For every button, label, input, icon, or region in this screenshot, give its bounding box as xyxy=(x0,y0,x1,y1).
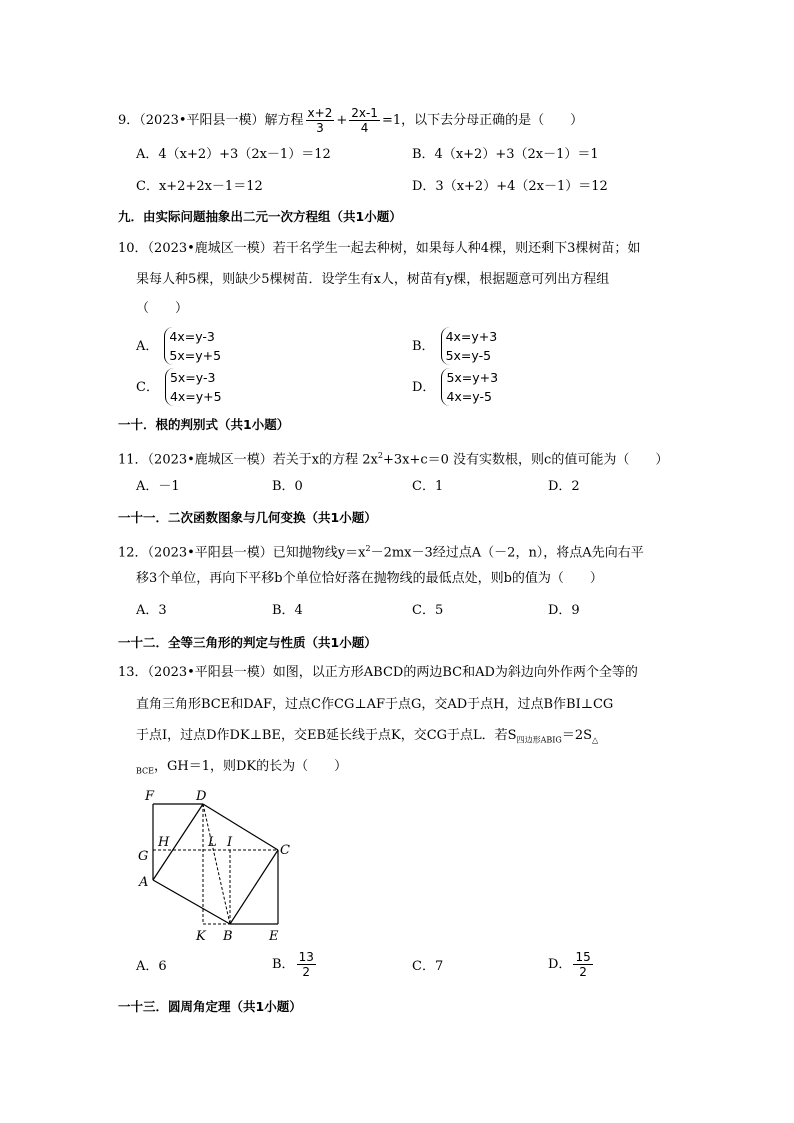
q12-option-c[interactable]: C．5 xyxy=(412,603,444,618)
q10-option-b-label: B． xyxy=(412,338,435,354)
q9-option-a[interactable]: A．4（x+2）+3（2x－1）＝12 xyxy=(136,147,331,162)
q10-b-eq2: 5x=y-5 xyxy=(445,348,492,363)
q9-frac2-numerator: 2x-1 xyxy=(351,106,378,120)
label-C: C xyxy=(280,843,290,858)
label-F: F xyxy=(145,789,155,804)
q13-line-4-post: ，GH＝1，则DK的长为（ ） xyxy=(154,759,348,774)
segment-AB xyxy=(153,880,230,924)
q10-c-eq1: 5x=y-3 xyxy=(169,370,216,385)
q9-frac1-denominator: 3 xyxy=(316,121,324,135)
q12-option-a[interactable]: A．3 xyxy=(136,603,167,618)
q10-a-eq1: 4x=y-3 xyxy=(169,329,215,344)
label-D: D xyxy=(196,789,207,804)
label-E: E xyxy=(269,929,279,944)
q13-option-d-fraction xyxy=(573,950,592,979)
segment-DB-dashed xyxy=(203,804,230,924)
q11-option-a[interactable]: A．－1 xyxy=(136,479,180,494)
q12-line-1-post: －2mx－3经过点A（－2，n），将点A先向右平 xyxy=(370,545,644,561)
q10-option-c-label: C． xyxy=(136,379,159,395)
q9-option-b[interactable]: B．4（x+2）+3（2x－1）＝1 xyxy=(412,147,599,162)
label-A: A xyxy=(139,875,149,890)
section-heading-12: 一十二．全等三角形的判定与性质（共1小题） xyxy=(118,635,377,650)
q9-prefix: 9．（2023•平阳县一模）解方程 xyxy=(118,113,304,128)
q9-option-d[interactable]: D．3（x+2）+4（2x－1）＝12 xyxy=(412,179,608,194)
label-H: H xyxy=(158,835,170,850)
section-heading-13: 一十三．圆周角定理（共1小题） xyxy=(118,999,302,1014)
q9-option-c[interactable]: C．x+2+2x－1＝12 xyxy=(136,179,263,194)
q10-option-c[interactable] xyxy=(136,368,222,406)
q10-option-d-system xyxy=(441,368,498,406)
q10-option-c-system xyxy=(165,368,222,406)
q13-geometry-figure xyxy=(130,788,300,948)
q13-triangle-symbol: △ xyxy=(592,735,599,745)
q12-option-b[interactable]: B．4 xyxy=(272,603,303,618)
q10-option-d-label: D． xyxy=(412,379,436,395)
q13-option-b-numerator: 13 xyxy=(298,950,314,964)
section-heading-10: 一十．根的判别式（共1小题） xyxy=(118,417,290,432)
q13-line-3-pre: 于点I，过点D作DK⊥BE，交EB延长线于点K，交CG于点L．若S xyxy=(136,728,517,743)
q13-option-d-label: D． xyxy=(548,957,572,972)
q12-line-2: 移3个单位，再向下平移b个单位恰好落在抛物线的最低点处，则b的值为（ ） xyxy=(136,571,603,586)
q10-option-a-label: A． xyxy=(136,338,159,354)
label-G: G xyxy=(138,849,149,864)
q9-frac1-numerator: x+2 xyxy=(307,106,333,120)
q11-stem-pre: 11．（2023•鹿城区一模）若关于x的方程 2x xyxy=(118,452,378,468)
q10-a-eq2: 5x=y+5 xyxy=(169,348,222,363)
q13-option-d[interactable] xyxy=(548,950,595,979)
q12-exponent: 2 xyxy=(365,544,371,553)
q10-line-2: 果每人种5棵，则缺少5棵树苗．设学生有x人，树苗有y棵，根据题意可列出方程组 xyxy=(136,272,610,287)
q13-option-b-denominator: 2 xyxy=(302,965,311,979)
q12-line-1 xyxy=(118,540,644,562)
q13-line-1: 13．（2023•平阳县一模）如图，以正方形ABCD的两边BC和AD为斜边向外作两个全等的 xyxy=(118,665,638,680)
q11-stem xyxy=(118,447,668,469)
section-heading-11: 一十一．二次函数图象与几何变换（共1小题） xyxy=(118,510,377,525)
q13-line-4 xyxy=(136,758,347,781)
label-K: K xyxy=(196,929,206,944)
q13-line-2: 直角三角形BCE和DAF，过点C作CG⊥AF于点G，交AD于点H，过点B作BI⊥CG xyxy=(136,697,614,712)
q11-exponent: 2 xyxy=(377,451,383,460)
q9-suffix: =1，以下去分母正确的是（ ） xyxy=(381,113,584,128)
section-heading-9: 九．由实际问题抽象出二元一次方程组（共1小题） xyxy=(118,209,402,224)
q11-option-b[interactable]: B．0 xyxy=(272,479,303,494)
q13-option-b[interactable] xyxy=(272,950,318,979)
q10-option-b[interactable] xyxy=(412,327,497,365)
q13-option-d-denominator: 2 xyxy=(579,965,587,979)
q10-line-1: 10．（2023•鹿城区一模）若干名学生一起去种树，如果每人种4棵，则还剩下3棵树苗；如 xyxy=(118,241,641,256)
q10-option-a[interactable] xyxy=(136,327,221,365)
q13-option-c[interactable]: C．7 xyxy=(412,959,444,974)
q10-b-eq1: 4x=y+3 xyxy=(445,329,498,344)
q10-d-eq2: 4x=y-5 xyxy=(446,389,492,404)
q9-plus: + xyxy=(336,113,348,128)
label-B: B xyxy=(223,929,233,944)
q10-option-a-system xyxy=(164,327,221,365)
q13-triangle-subscript: BCE xyxy=(136,766,154,776)
label-I: I xyxy=(227,835,233,850)
q13-area-subscript: 四边形ABIG xyxy=(516,735,562,745)
q11-option-c[interactable]: C．1 xyxy=(412,479,444,494)
q13-option-b-label: B． xyxy=(272,957,295,972)
q11-stem-post: +3x+c＝0 没有实数根，则c的值可能为（ ） xyxy=(382,452,669,468)
q13-option-a[interactable]: A．6 xyxy=(136,959,167,974)
q10-d-eq1: 5x=y+3 xyxy=(446,370,499,385)
q9-fraction-1 xyxy=(306,106,335,135)
q10-c-eq2: 4x=y+5 xyxy=(169,389,222,404)
label-L: L xyxy=(208,835,217,850)
q13-line-3-post: ＝2S xyxy=(561,728,592,743)
q12-line-1-pre: 12．（2023•平阳县一模）已知抛物线y＝x xyxy=(118,545,366,561)
q13-option-b-fraction xyxy=(297,950,316,979)
q9-stem xyxy=(118,106,583,135)
q13-line-3 xyxy=(136,727,598,750)
q10-option-b-system xyxy=(441,327,498,365)
q13-option-d-numerator: 15 xyxy=(575,950,591,964)
q11-option-d[interactable]: D．2 xyxy=(548,479,580,494)
q9-frac2-denominator: 4 xyxy=(360,121,369,135)
segment-CB xyxy=(230,850,278,924)
q10-option-d[interactable] xyxy=(412,368,498,406)
q10-line-3: （ ） xyxy=(136,301,189,316)
q12-option-d[interactable]: D．9 xyxy=(548,603,580,618)
q9-fraction-2 xyxy=(349,106,380,135)
